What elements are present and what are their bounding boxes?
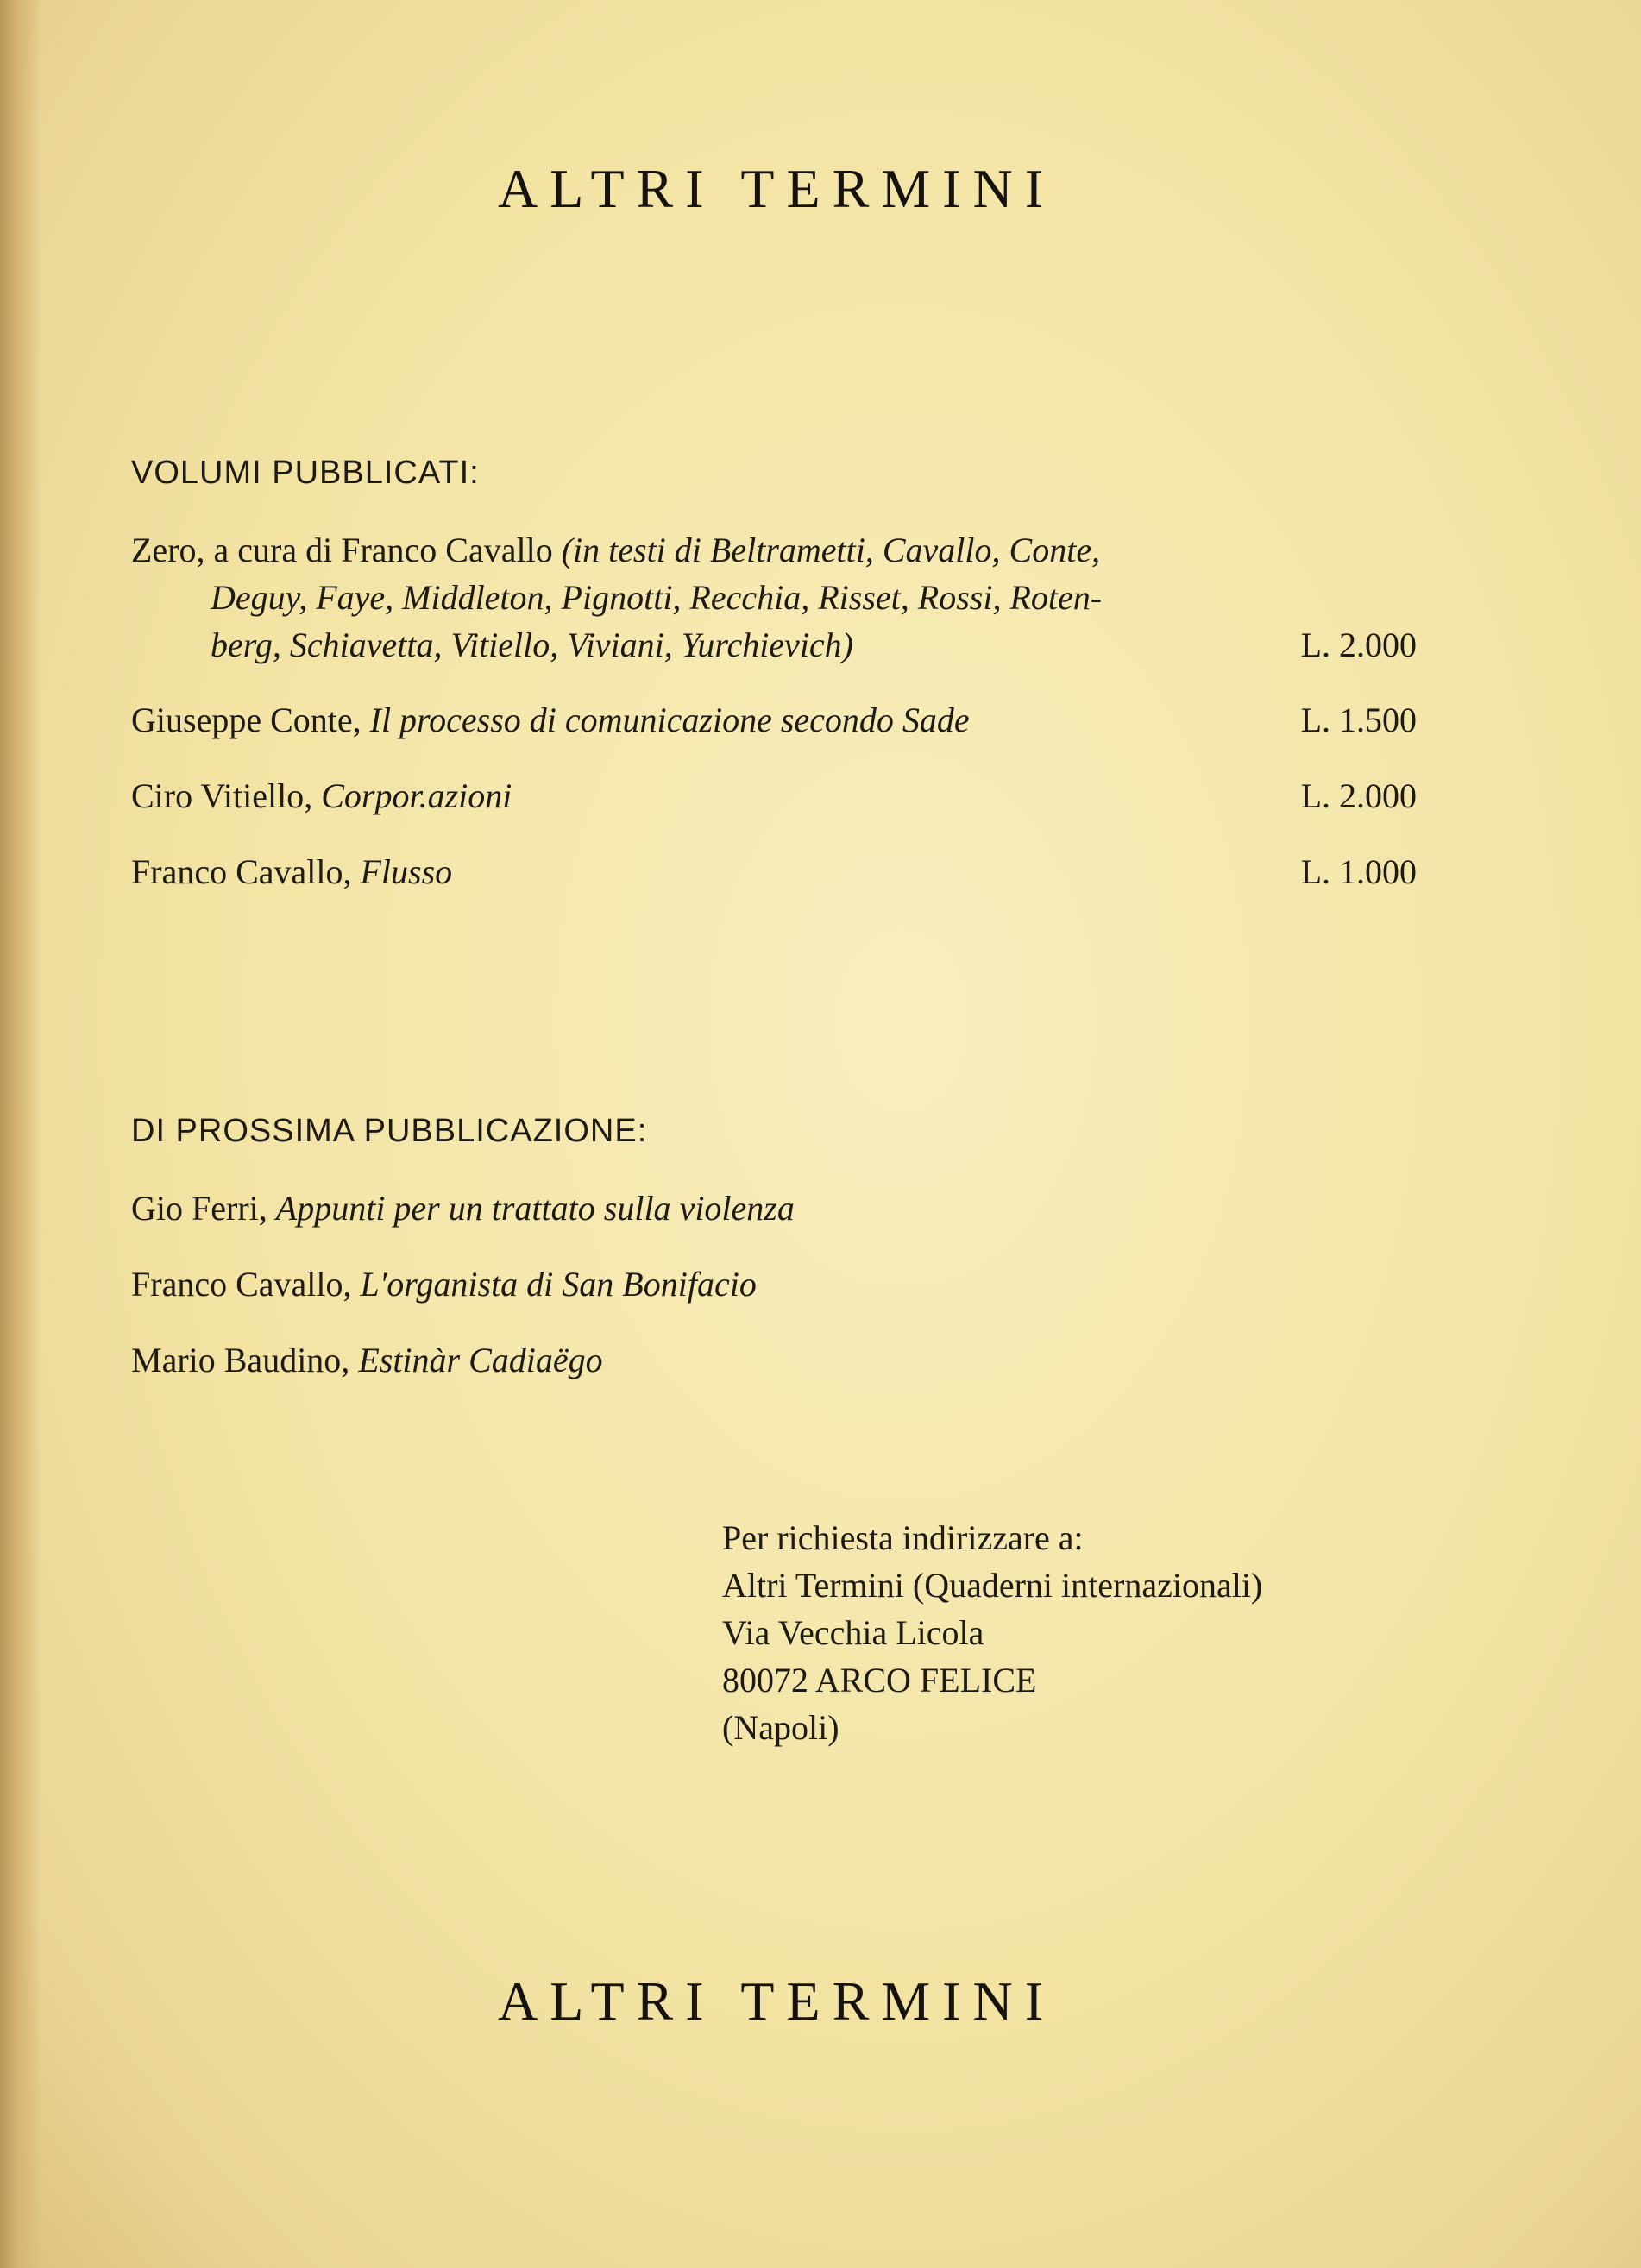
published-item-conte bbox=[131, 696, 1417, 744]
published-item-vitiello bbox=[131, 772, 1417, 820]
forthcoming-heading: DI PROSSIMA PUBBLICAZIONE: bbox=[131, 1113, 648, 1149]
forthcoming-item-title: L'organista di San Bonifacio bbox=[360, 1265, 757, 1304]
published-item-price: L. 1.000 bbox=[1300, 852, 1417, 891]
address-line-publisher: Altri Termini (Quaderni internazionali) bbox=[722, 1566, 1263, 1605]
forthcoming-item-title: Estinàr Cadiaëgo bbox=[358, 1341, 603, 1379]
published-item-price: L. 1.500 bbox=[1300, 701, 1417, 739]
address-line-street: Via Vecchia Licola bbox=[722, 1613, 984, 1652]
published-item-title: Corpor.azioni bbox=[321, 776, 512, 815]
forthcoming-item-author: Franco Cavallo, bbox=[131, 1265, 361, 1304]
published-item-author: Ciro Vitiello, bbox=[131, 776, 322, 815]
published-item-zero-contributors: (in testi di Beltrametti, Cavallo, Conte, bbox=[561, 531, 1101, 569]
forthcoming-item-author: Gio Ferri, bbox=[131, 1189, 276, 1228]
masthead-title-top: ALTRI TERMINI bbox=[498, 158, 1055, 219]
published-item-zero-contributors-2: Deguy, Faye, Middleton, Pignotti, Recchia, Risset, Rossi, Roten- bbox=[211, 578, 1103, 617]
address-line-city: 80072 ARCO FELICE bbox=[722, 1661, 1037, 1699]
forthcoming-item-baudino bbox=[131, 1336, 1417, 1384]
forthcoming-item-title: Appunti per un trattato sulla violenza bbox=[275, 1189, 795, 1228]
published-heading: VOLUMI PUBBLICATI: bbox=[131, 455, 480, 491]
forthcoming-item-ferri bbox=[131, 1184, 1417, 1232]
forthcoming-item-cavallo bbox=[131, 1260, 1417, 1308]
forthcoming-item-author: Mario Baudino, bbox=[131, 1341, 359, 1379]
contact-address bbox=[722, 1514, 1262, 1751]
address-line-request: Per richiesta indirizzare a: bbox=[722, 1518, 1084, 1557]
published-item-price: L. 2.000 bbox=[1300, 776, 1417, 815]
masthead-title-bottom: ALTRI TERMINI bbox=[498, 1970, 1055, 2032]
published-item-title: Il processo di comunicazione secondo Sade bbox=[369, 701, 970, 739]
published-item-title: Flusso bbox=[360, 852, 453, 891]
published-item-cavallo bbox=[131, 848, 1417, 895]
published-item-zero bbox=[131, 526, 1417, 669]
published-item-author: Giuseppe Conte, bbox=[131, 701, 370, 739]
published-item-zero-price: L. 2.000 bbox=[1300, 625, 1417, 664]
published-item-zero-contributors-3: berg, Schiavetta, Vitiello, Viviani, Yurchievich) bbox=[211, 625, 853, 664]
published-item-zero-author: Zero, a cura di Franco Cavallo bbox=[131, 531, 562, 569]
address-line-province: (Napoli) bbox=[722, 1708, 839, 1747]
published-item-author: Franco Cavallo, bbox=[131, 852, 361, 891]
